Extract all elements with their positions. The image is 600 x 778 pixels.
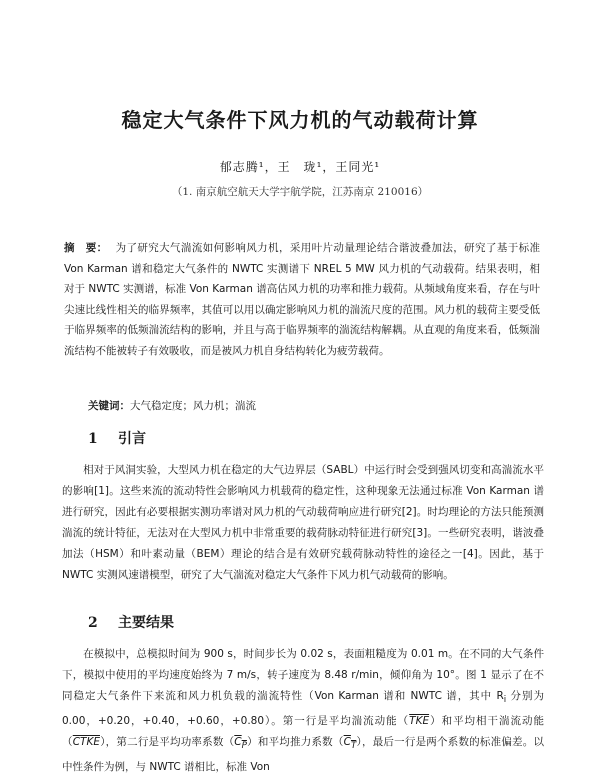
- results-text-e: ）和平均推力系数（: [246, 736, 344, 749]
- section-number: 2: [88, 615, 98, 631]
- keywords: [88, 398, 256, 413]
- results-text-b: 分别为 0.00，+0.20，+0.40，+0.60，+0.80）。第一行是平均湍流动能（: [62, 690, 544, 728]
- abstract: [64, 238, 540, 361]
- results-text-f: ），最后一行是两个系数的标准偏差。以中性条件为例，与 NWTC 谱相比，标准 Von: [62, 736, 544, 774]
- keywords-label: 关键词：: [88, 400, 130, 412]
- paper-title: 稳定大气条件下风力机的气动载荷计算: [121, 108, 479, 132]
- results-text-d: ），第二行是平均功率系数（: [99, 736, 235, 749]
- keywords-text: 大气稳定度；风力机；湍流: [130, 400, 256, 412]
- ctke-symbol: CTKE: [72, 736, 100, 749]
- section-heading-main-results: [88, 612, 174, 632]
- results-text-a: 在模拟中，总模拟时间为 900 s，时间步长为 0.02 s，表面粗糙度为 0.01 m。在不同的大气条件下，模拟中使用的平均速度始终为 7 m/s，转子速度为 8.48 r/min，倾仰角为 10°。图 1 显示了在不同稳定大气条件下来流和风力机负载的湍流特性（Von Karman 谱和 NWTC 谱，其中 R: [62, 648, 544, 702]
- section-title: 引言: [118, 431, 146, 447]
- abstract-label: 摘 要：: [64, 242, 108, 254]
- introduction-text: 相对于风洞实验，大型风力机在稳定的大气边界层（SABL）中运行时会受到强风切变和高湍流水平的影响[1]。这些来流的流动特性会影响风力机载荷的稳定性，这种现象无法通过标准 Von Karman 谱进行研究，因此有必要根据实测功率谱对风力机的气动载荷响应进行研究[2]。时均理论的方法只能预测湍流的统计特征，无法对在大型风力机中非常重要的载荷脉动特征进行研究[3]。一些研究表明，谐波叠加法（HSM）和叶素动量（BEM）理论的结合是有效研究载荷脉动特性的途径之一[4]。因此，基于 NWTC 实测风速谱模型，研究了大气湍流对稳定大气条件下风力机气动载荷的影响。: [62, 464, 544, 581]
- author-list: 郁志腾¹，王 珑¹，王同光¹: [219, 160, 381, 174]
- abstract-text: 为了研究大气湍流如何影响风力机，采用叶片动量理论结合谐波叠加法，研究了基于标准 Von Karman 谱和稳定大气条件的 NWTC 实测谱下 NREL 5 MW 风力机的气动载荷。结果表明，相对于 NWTC 实测谱，标准 Von Karman 谱高估风力机的功率和推力载荷。从频域角度来看，存在与叶尖速比线性相关的临界频率，其值可以用以确定影响风力机的湍流尺度的范围。风力机的载荷主要受低于临界频率的低频湍流结构的影响，并且与高于临界频率的湍流结构解耦。从直观的角度来看，低频湍流结构不能被转子有效吸收，而是被风力机自身结构转化为疲劳载荷。: [64, 242, 541, 357]
- cp-symbol: $C_P$: [234, 736, 247, 752]
- tke-symbol: $\overline{TKE}$: [409, 715, 430, 728]
- section-number: 1: [88, 431, 98, 447]
- results-paragraph: [62, 644, 544, 778]
- ri-subscript: i: [503, 695, 507, 706]
- results-text-c: ）和平均相干湍流动能（: [62, 715, 545, 749]
- affiliation: （1. 南京航空航天大学宇航学院，江苏南京 210016）: [171, 186, 429, 198]
- section-heading-introduction: [88, 428, 146, 448]
- section-title: 主要结果: [118, 615, 174, 631]
- introduction-paragraph: [62, 460, 544, 586]
- ct-symbol: $C_T$: [343, 736, 357, 752]
